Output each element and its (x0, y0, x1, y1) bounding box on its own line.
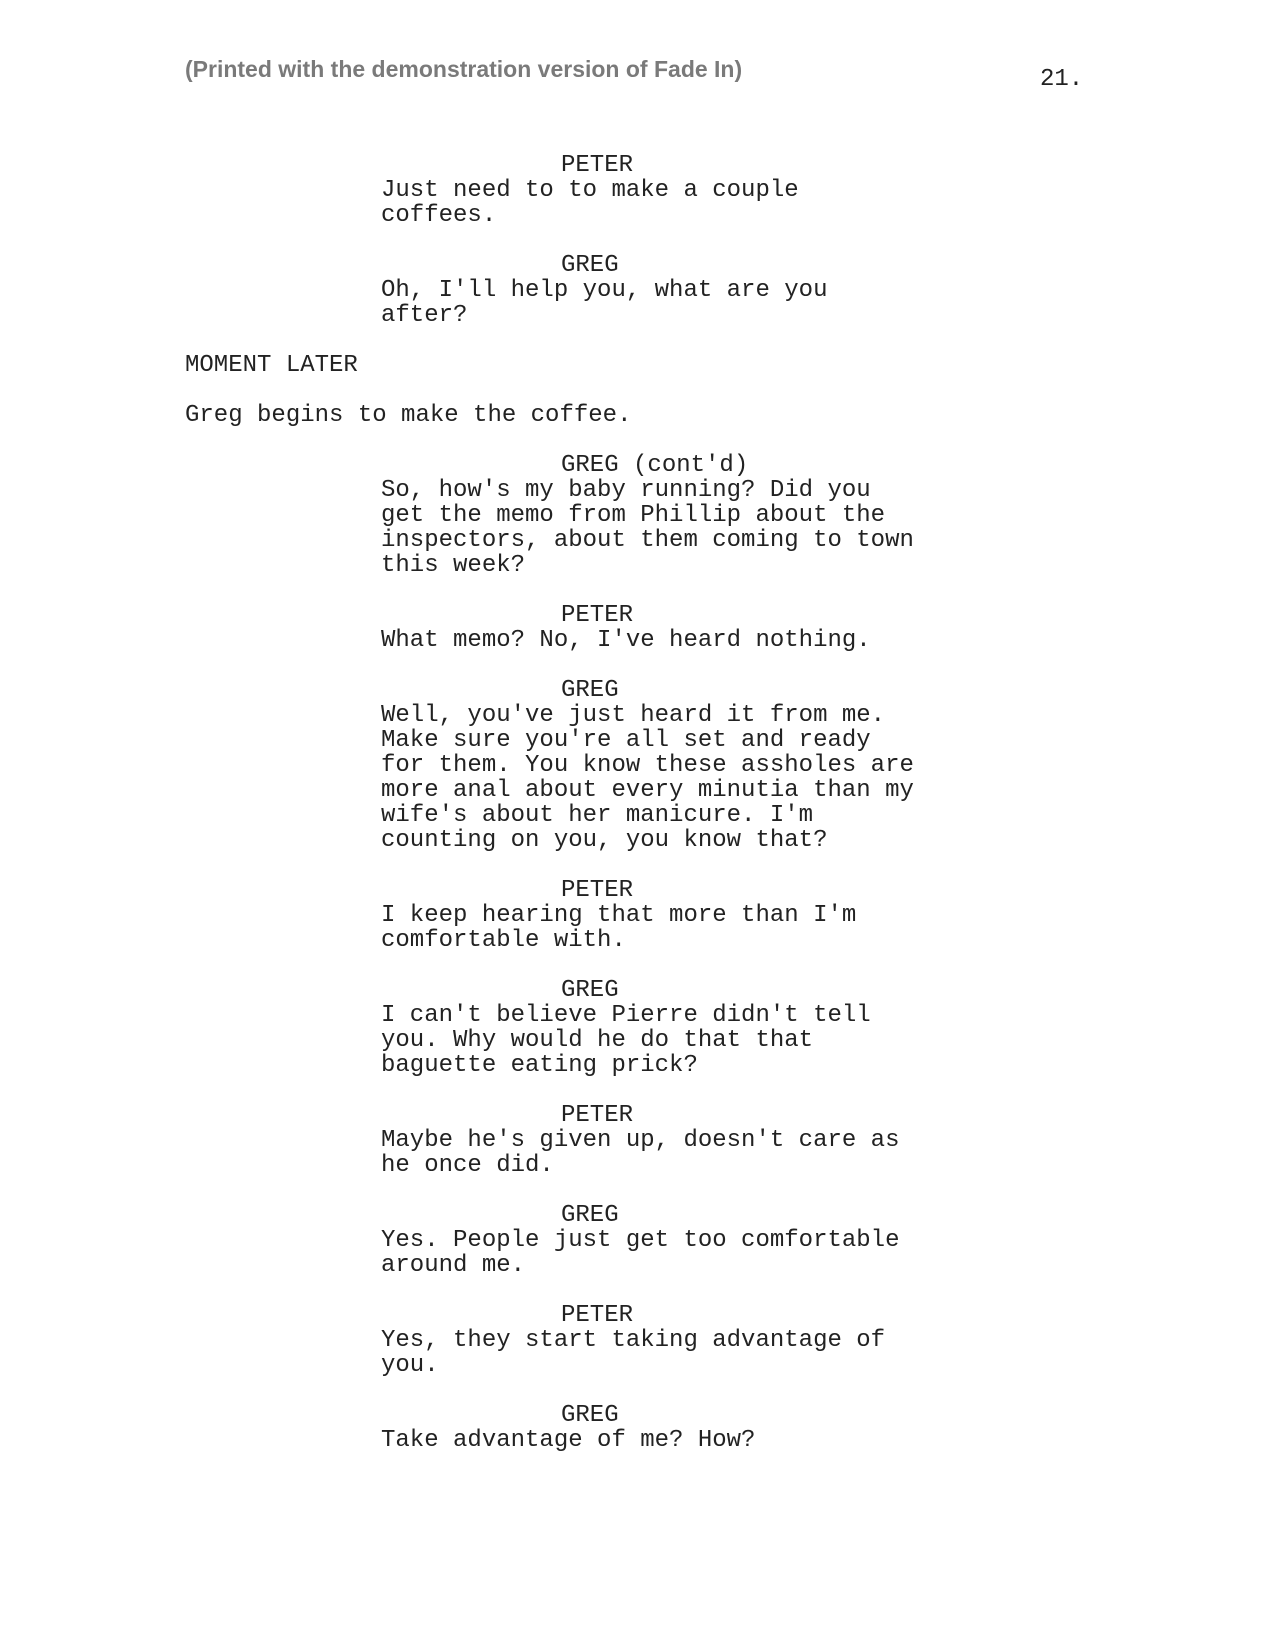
dialogue-line: wife's about her manicure. I'm (381, 802, 814, 829)
character-name: GREG (561, 677, 619, 704)
character-name: GREG (561, 252, 619, 279)
dialogue-line: coffees. (381, 202, 497, 229)
dialogue-line: for them. You know these assholes are (381, 752, 914, 779)
dialogue-line: inspectors, about them coming to town (381, 527, 914, 554)
character-name: GREG (561, 1402, 619, 1429)
dialogue-line: Yes, they start taking advantage of (381, 1327, 886, 1354)
dialogue-block (185, 1103, 1085, 1178)
script-body (185, 153, 1085, 1478)
watermark: (Printed with the demonstration version of Fade In) (185, 56, 743, 82)
dialogue-text (381, 628, 941, 653)
dialogue-block (185, 878, 1085, 953)
character-name: PETER (561, 1302, 634, 1329)
dialogue-line: you. (381, 1352, 439, 1379)
page-number: 21. (1040, 66, 1084, 93)
action-line: Greg begins to make the coffee. (185, 402, 632, 429)
dialogue-line: Yes. People just get too comfortable (381, 1227, 900, 1254)
scene-heading: MOMENT LATER (185, 352, 358, 379)
dialogue-line: I can't believe Pierre didn't tell (381, 1002, 871, 1029)
action-block (185, 403, 1085, 428)
character-name: PETER (561, 877, 634, 904)
dialogue-text (381, 1328, 941, 1378)
dialogue-line: this week? (381, 552, 526, 579)
character-name: GREG (cont'd) (561, 452, 749, 479)
dialogue-line: comfortable with. (381, 927, 626, 954)
character-name: GREG (561, 977, 619, 1004)
dialogue-line: I keep hearing that more than I'm (381, 902, 857, 929)
character-name: PETER (561, 152, 634, 179)
character-name: PETER (561, 1102, 634, 1129)
dialogue-text (381, 903, 941, 953)
dialogue-block (185, 153, 1085, 228)
dialogue-text (381, 1228, 941, 1278)
dialogue-line: Make sure you're all set and ready (381, 727, 871, 754)
dialogue-block (185, 978, 1085, 1078)
dialogue-text (381, 178, 941, 228)
dialogue-text (381, 703, 941, 853)
dialogue-text (381, 1428, 941, 1453)
dialogue-line: around me. (381, 1252, 526, 1279)
dialogue-line: baguette eating prick? (381, 1052, 698, 1079)
dialogue-line: get the memo from Phillip about the (381, 502, 886, 529)
dialogue-line: he once did. (381, 1152, 554, 1179)
dialogue-block (185, 1303, 1085, 1378)
dialogue-line: Take advantage of me? How? (381, 1427, 756, 1454)
dialogue-line: What memo? No, I've heard nothing. (381, 627, 871, 654)
dialogue-line: counting on you, you know that? (381, 827, 828, 854)
dialogue-block (185, 1203, 1085, 1278)
dialogue-line: more anal about every minutia than my (381, 777, 914, 804)
scene-heading-block (185, 353, 1085, 378)
dialogue-line: you. Why would he do that that (381, 1027, 814, 1054)
dialogue-line: Just need to to make a couple (381, 177, 799, 204)
dialogue-line: after? (381, 302, 468, 329)
dialogue-text (381, 478, 941, 578)
character-name: GREG (561, 1202, 619, 1229)
dialogue-block (185, 678, 1085, 853)
dialogue-block (185, 1403, 1085, 1453)
dialogue-line: So, how's my baby running? Did you (381, 477, 871, 504)
dialogue-text (381, 1003, 941, 1078)
character-name: PETER (561, 602, 634, 629)
dialogue-line: Oh, I'll help you, what are you (381, 277, 828, 304)
dialogue-block (185, 453, 1085, 578)
dialogue-block (185, 603, 1085, 653)
dialogue-text (381, 278, 941, 328)
dialogue-block (185, 253, 1085, 328)
dialogue-line: Well, you've just heard it from me. (381, 702, 886, 729)
dialogue-line: Maybe he's given up, doesn't care as (381, 1127, 900, 1154)
dialogue-text (381, 1128, 941, 1178)
